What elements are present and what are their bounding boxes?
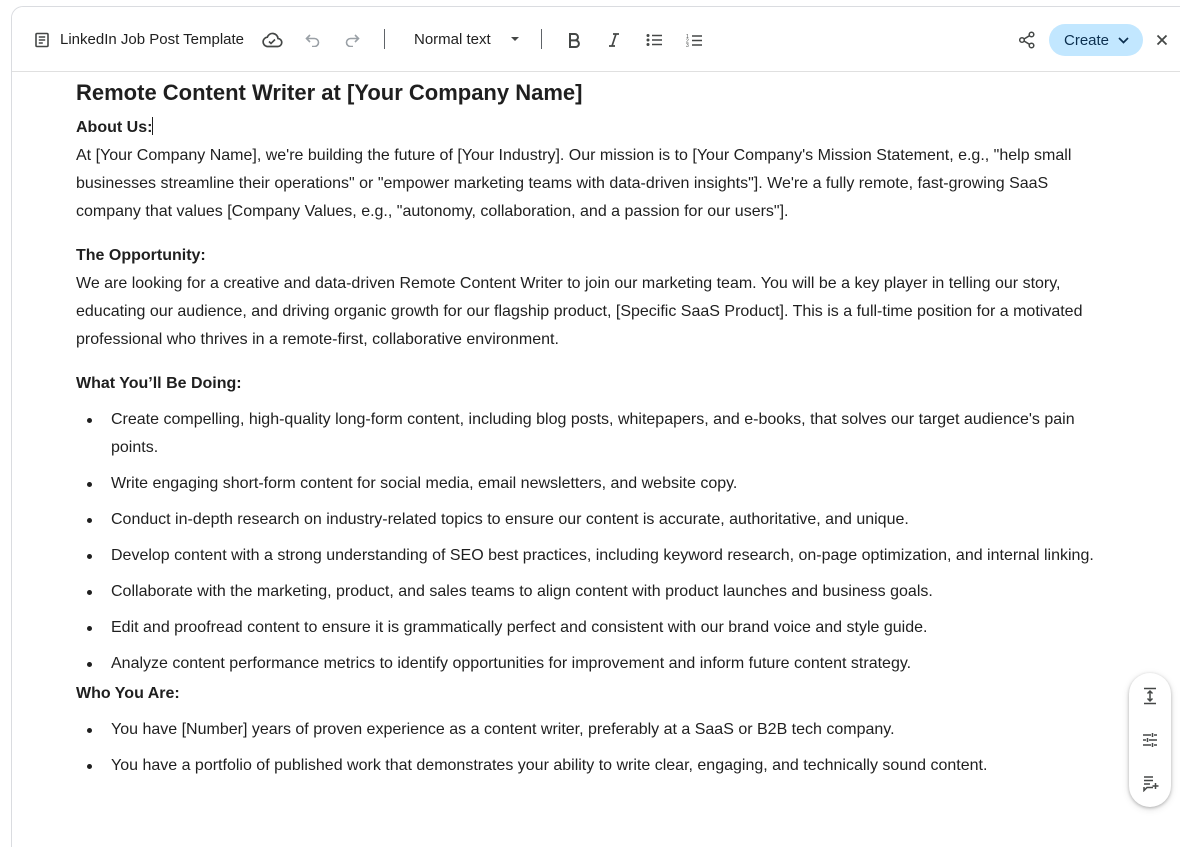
chevron-down-icon	[509, 33, 521, 45]
list-item: Conduct in-depth research on industry-related topics to ensure our content is accurate, authoritative, and unique.	[76, 506, 1116, 534]
toolbar-divider	[384, 29, 385, 49]
responsibilities-heading: What You’ll Be Doing:	[76, 375, 242, 392]
bold-icon[interactable]	[562, 29, 586, 51]
document-title[interactable]: LinkedIn Job Post Template	[60, 31, 245, 48]
about-us-paragraph: At [Your Company Name], we're building the future of [Your Industry]. Our mission is to [Your Company's Mission Statement, e.g., "help small businesses streamline their operations" or "empower marketing teams with data-driven insights"]. We're a fully remote, fast-growing SaaS company that values [Company Values, e.g., "autonomy, collaboration, and a passion for our users"].	[76, 147, 1072, 220]
list-item: You have [Number] years of proven experience as a content writer, preferably at a SaaS or B2B tech company.	[76, 716, 1116, 744]
document-heading: Remote Content Writer at [Your Company Name]	[76, 80, 583, 105]
document-icon	[33, 31, 51, 49]
text-cursor	[152, 117, 153, 135]
svg-text:3: 3	[685, 42, 689, 48]
toolbar-divider	[541, 29, 542, 49]
chevron-down-icon	[1117, 34, 1129, 46]
undo-icon[interactable]	[302, 29, 324, 51]
list-item: Analyze content performance metrics to identify opportunities for improvement and inform future content strategy.	[76, 650, 1116, 678]
list-item: You have a portfolio of published work that demonstrates your ability to write clear, engaging, and technically sound content.	[76, 752, 1116, 780]
opportunity-heading: The Opportunity:	[76, 247, 206, 264]
list-item: Edit and proofread content to ensure it is grammatically perfect and consistent with our brand voice and style guide.	[76, 614, 1116, 642]
italic-icon[interactable]	[602, 29, 626, 51]
close-icon[interactable]	[1151, 29, 1173, 51]
about-us-heading: About Us:	[76, 119, 153, 136]
who-you-are-heading: Who You Are:	[76, 685, 180, 702]
cloud-save-icon[interactable]	[260, 28, 284, 52]
paragraph-style-dropdown[interactable]	[404, 25, 521, 53]
bulleted-list-icon[interactable]	[642, 29, 666, 51]
svg-text:2: 2	[685, 38, 689, 44]
create-button-label: Create	[1064, 31, 1110, 49]
qualifications-list	[76, 716, 1116, 780]
svg-text:1: 1	[685, 33, 689, 40]
adjust-spacing-icon[interactable]	[1139, 685, 1161, 707]
responsibilities-list	[76, 406, 1116, 678]
redo-icon[interactable]	[341, 29, 363, 51]
paragraph-style-label: Normal text	[414, 30, 491, 48]
list-item: Write engaging short-form content for social media, email newsletters, and website copy.	[76, 470, 1116, 498]
opportunity-paragraph: We are looking for a creative and data-driven Remote Content Writer to join our marketing team. You will be a key player in telling our story, educating our audience, and driving organic growth for our flagship product, [Specific SaaS Product]. This is a full-time position for a motivated professional who thrives in a remote-first, collaborative environment.	[76, 275, 1083, 348]
add-note-icon[interactable]	[1139, 772, 1161, 794]
list-item: Collaborate with the marketing, product, and sales teams to align content with product launches and business goals.	[76, 578, 1116, 606]
create-button[interactable]	[1049, 24, 1143, 56]
share-icon[interactable]	[1016, 29, 1038, 51]
tune-settings-icon[interactable]	[1139, 729, 1161, 751]
numbered-list-icon[interactable]	[682, 29, 706, 51]
floating-side-toolbar	[1129, 673, 1171, 807]
toolbar	[12, 7, 1180, 72]
list-item: Develop content with a strong understanding of SEO best practices, including keyword research, on-page optimization, and internal linking.	[76, 542, 1116, 570]
list-item: Create compelling, high-quality long-form content, including blog posts, whitepapers, and e-books, that solves our target audience's pain points.	[76, 406, 1116, 462]
document-body[interactable]	[76, 78, 1116, 788]
